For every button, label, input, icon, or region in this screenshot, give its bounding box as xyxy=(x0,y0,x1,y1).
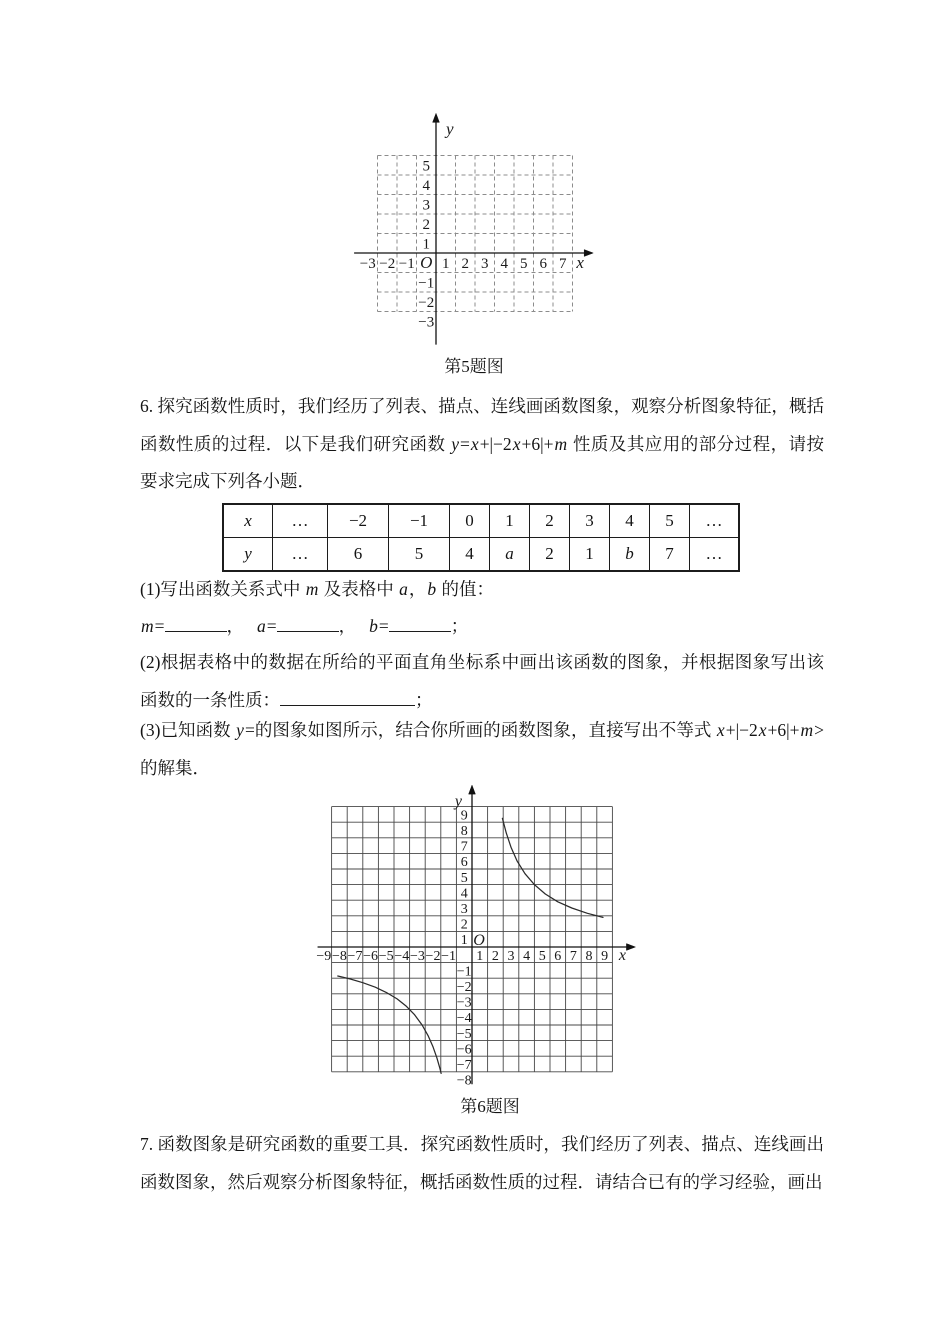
y-tick-label: −4 xyxy=(456,1011,472,1027)
text-run: +|−2 xyxy=(725,720,758,740)
x-tick-label: 5 xyxy=(538,948,546,964)
math-variable: b xyxy=(369,616,378,636)
x-tick-label: 3 xyxy=(507,948,515,964)
table-cell: a xyxy=(490,538,530,572)
y-tick-label: −6 xyxy=(456,1042,472,1058)
origin-label: O xyxy=(473,931,485,949)
table-cell: 2 xyxy=(530,538,570,572)
grid-lines xyxy=(378,156,573,312)
x-tick-label: 2 xyxy=(491,948,499,964)
table-cell: −2 xyxy=(328,504,389,538)
text-run: ； xyxy=(450,616,469,636)
y-axis-label: y xyxy=(446,119,454,139)
math-variable: x xyxy=(716,720,725,740)
y-tick-label: −3 xyxy=(418,314,435,331)
table-cell: … xyxy=(690,504,740,538)
table-row-x xyxy=(223,504,739,538)
text-run: (2)根据表格中的数据在所给的平面直角坐标系中画出该函数的图象，并根据图象写出该函数的一条性质： xyxy=(140,652,824,710)
table-cell: 0 xyxy=(450,504,490,538)
axis-labels xyxy=(420,119,584,271)
text-run: = xyxy=(266,616,277,636)
table-cell: b xyxy=(610,538,650,572)
y-tick-label: 7 xyxy=(460,839,468,855)
text-run: 性质及其应用的部分过程，请按要求完成下列各小题． xyxy=(140,433,824,492)
table-cell: 6 xyxy=(328,538,389,572)
math-variable: a xyxy=(399,579,408,599)
text-run: +|−2 xyxy=(479,433,512,454)
y-tick-label: −7 xyxy=(456,1058,472,1073)
math-variable: m xyxy=(800,720,814,740)
math-variable: x xyxy=(470,433,479,454)
y-axis-label: y xyxy=(454,793,462,811)
table-cell: 4 xyxy=(610,504,650,538)
table-cell: 2 xyxy=(530,504,570,538)
table-cell: −1 xyxy=(389,504,450,538)
x-tick-label: 6 xyxy=(539,255,547,272)
text-run: +6|+ xyxy=(767,720,800,740)
text-run: = xyxy=(460,433,470,454)
question6-part2 xyxy=(140,644,824,719)
answer-blank-line xyxy=(280,690,415,706)
x-tick-label: −8 xyxy=(331,948,347,964)
table-cell: 1 xyxy=(570,538,610,572)
y-tick-label: −5 xyxy=(456,1026,472,1042)
table-cell: 3 xyxy=(570,504,610,538)
y-tick-label: 2 xyxy=(422,216,430,233)
x-tick-label: 5 xyxy=(520,255,528,272)
x-axis-arrow xyxy=(584,250,593,257)
axes xyxy=(354,113,593,344)
table-cell: 1 xyxy=(490,504,530,538)
x-tick-label: 1 xyxy=(442,255,450,272)
tick-labels xyxy=(316,808,608,1088)
y-tick-label: −1 xyxy=(456,964,472,980)
hyperbola-branch-upper-right xyxy=(502,818,603,917)
table-cell: y xyxy=(223,538,273,572)
math-variable: x xyxy=(758,720,767,740)
question6-part1-answer-blanks xyxy=(140,608,824,646)
math-variable: m xyxy=(554,433,568,454)
question6-table xyxy=(222,503,740,572)
math-variable: a xyxy=(257,616,266,636)
x-tick-label: −2 xyxy=(425,948,441,964)
table-cell: 7 xyxy=(650,538,690,572)
question6-intro xyxy=(140,388,824,501)
y-tick-label: −2 xyxy=(418,294,435,311)
x-axis-label: x xyxy=(618,946,626,964)
x-tick-label: 1 xyxy=(476,948,484,964)
y-axis-arrow xyxy=(469,785,476,794)
text-run: (1)写出函数关系式中 xyxy=(140,579,305,599)
y-tick-label: −1 xyxy=(418,275,435,292)
x-axis-arrow xyxy=(626,944,635,951)
math-variable: y xyxy=(236,720,244,740)
y-tick-label: 3 xyxy=(422,197,430,214)
table-cell: 5 xyxy=(650,504,690,538)
x-tick-label: 3 xyxy=(481,255,489,272)
y-tick-label: −3 xyxy=(456,995,472,1011)
y-tick-label: 5 xyxy=(460,870,468,886)
x-tick-label: 4 xyxy=(523,948,531,964)
y-tick-label: 5 xyxy=(422,158,430,175)
math-variable: b xyxy=(427,579,437,599)
table-cell: … xyxy=(273,504,328,538)
tick-labels xyxy=(360,158,567,330)
y-tick-label: −2 xyxy=(456,980,472,995)
text-run: 6. 探究函数性质时，我们经历了列表、描点、连线画函数图象，观察分析图象特征，概括函数性质的过程．以下是我们研究函数 xyxy=(140,396,824,454)
text-run: = xyxy=(154,616,165,636)
origin-label: O xyxy=(420,252,433,272)
y-tick-label: 1 xyxy=(422,236,430,253)
answer-blank-line xyxy=(277,616,339,632)
x-tick-label: 4 xyxy=(500,255,508,272)
x-tick-label: −1 xyxy=(441,948,457,964)
math-variable: x xyxy=(512,433,521,454)
x-tick-label: −3 xyxy=(409,948,425,964)
text-run: >的解集． xyxy=(140,720,824,778)
y-tick-label: 2 xyxy=(460,917,468,933)
question7-text: 7. 函数图象是研究函数的重要工具．探究函数性质时，我们经历了列表、描点、连线画出函数图象，然后观察分析图象特征，概括函数性质的过程．请结合已有的学习经验，画出 xyxy=(140,1134,824,1192)
y-tick-label: 4 xyxy=(422,177,430,194)
math-variable: m xyxy=(141,616,154,636)
x-tick-label: 6 xyxy=(554,948,562,964)
question6-part1 xyxy=(140,571,824,609)
text-run: ； xyxy=(415,689,433,710)
y-tick-label: 4 xyxy=(460,886,468,902)
text-run: 的值： xyxy=(437,579,495,599)
text-run: ， xyxy=(226,616,245,636)
x-tick-label: 7 xyxy=(559,255,567,272)
y-axis-arrow xyxy=(433,113,440,122)
figure5-coordinate-grid xyxy=(340,108,610,356)
answer-blank-line xyxy=(165,616,227,632)
table-cell: … xyxy=(273,538,328,572)
y-tick-label: 9 xyxy=(460,808,468,824)
x-tick-label: −1 xyxy=(398,255,415,272)
figure6-coordinate-grid xyxy=(310,780,650,1092)
text-run: +6|+ xyxy=(521,433,554,454)
text-run: (3)已知函数 xyxy=(140,720,236,740)
text-run: =的图象如图所示，结合你所画的函数图象，直接写出不等式 xyxy=(244,720,716,740)
table-cell: … xyxy=(690,538,740,572)
x-tick-label: 9 xyxy=(601,948,609,964)
text-run: = xyxy=(378,616,389,636)
y-tick-label: 8 xyxy=(460,824,468,839)
x-tick-label: −7 xyxy=(347,948,363,964)
text-run: 及表格中 xyxy=(319,579,399,599)
answer-blank-line xyxy=(389,616,451,632)
y-tick-label: −8 xyxy=(456,1073,472,1089)
y-tick-label: 6 xyxy=(460,855,468,871)
text-run: ， xyxy=(338,616,357,636)
table-cell: 5 xyxy=(389,538,450,572)
table-cell: x xyxy=(223,504,273,538)
x-tick-label: 8 xyxy=(585,948,593,964)
x-tick-label: −2 xyxy=(379,255,396,272)
figure6-caption: 第6题图 xyxy=(460,1097,520,1116)
figure5-caption: 第5题图 xyxy=(444,357,504,376)
x-tick-label: −6 xyxy=(363,948,379,964)
x-axis-label: x xyxy=(576,252,584,272)
x-tick-label: −5 xyxy=(378,948,394,964)
table-cell: 4 xyxy=(450,538,490,572)
question6-part3 xyxy=(140,712,824,787)
x-tick-label: −3 xyxy=(359,255,376,272)
x-tick-label: −9 xyxy=(316,948,332,964)
x-tick-label: 2 xyxy=(461,255,469,272)
y-tick-label: 1 xyxy=(460,933,468,949)
axis-labels xyxy=(453,793,626,964)
math-variable: y xyxy=(451,433,460,454)
y-tick-label: 3 xyxy=(460,902,468,917)
text-run: ， xyxy=(408,579,427,599)
x-tick-label: 7 xyxy=(569,948,577,964)
math-variable: m xyxy=(305,579,319,599)
x-tick-label: −4 xyxy=(394,948,410,964)
table-row-y xyxy=(223,538,739,572)
